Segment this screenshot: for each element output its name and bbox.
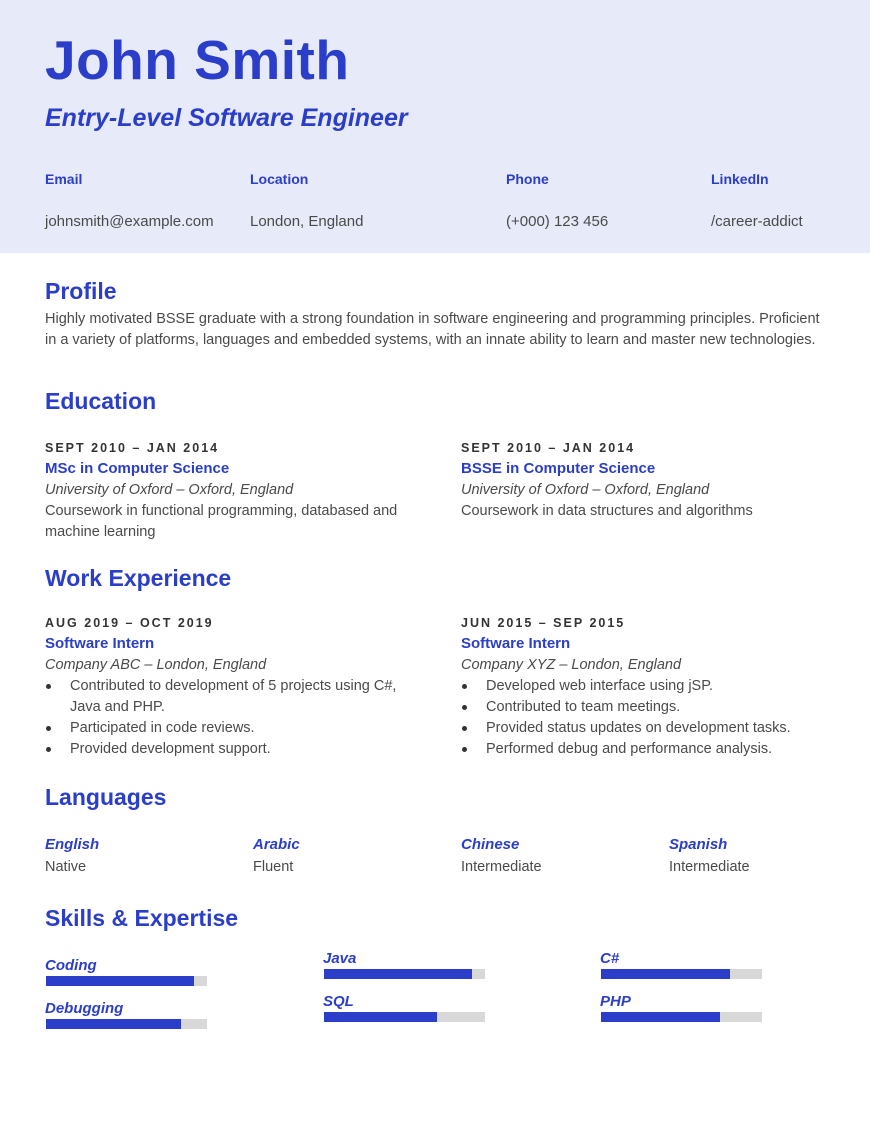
skill-level-fill (324, 1012, 437, 1022)
skill-level-fill (324, 969, 472, 979)
language-name: Spanish (669, 836, 728, 853)
coursework-text: Coursework in data structures and algorithms (461, 503, 753, 519)
company-name: Company XYZ – London, England (461, 657, 682, 673)
skill-level-bar (46, 1019, 207, 1029)
degree-title: BSSE in Computer Science (461, 460, 656, 477)
work-entry (45, 613, 415, 760)
header-banner (0, 0, 870, 253)
skill-name: Java (323, 950, 357, 967)
work-experience-heading: Work Experience (45, 565, 232, 591)
language-level: Intermediate (461, 859, 542, 875)
location-value: London, England (250, 213, 364, 230)
education-heading: Education (45, 388, 157, 414)
location-label: Location (250, 171, 309, 187)
school-name: University of Oxford – Oxford, England (461, 482, 710, 498)
skill-level-bar (601, 1012, 762, 1022)
list-item: Contributed to development of 5 projects using C#, Java and PHP. (45, 676, 415, 718)
language-item (669, 834, 859, 878)
language-item (461, 834, 651, 878)
coursework-text: Coursework in functional programming, databased and machine learning (45, 503, 398, 540)
company-name: Company ABC – London, England (45, 657, 267, 673)
skill-name: SQL (323, 993, 354, 1010)
list-item: Provided status updates on development tasks. (461, 718, 831, 739)
list-item: Contributed to team meetings. (461, 697, 831, 718)
work-date: JUN 2015 – SEP 2015 (461, 616, 626, 630)
skill-level-bar (46, 976, 207, 986)
skill-name: PHP (600, 993, 631, 1010)
school-name: University of Oxford – Oxford, England (45, 482, 294, 498)
education-entry (45, 438, 415, 543)
email-label: Email (45, 171, 83, 187)
skill-item (45, 999, 215, 1029)
profile-text: Highly motivated BSSE graduate with a strong foundation in software engineering and programming principles. Proficient in a variety of platforms, languages and embedded systems, with an innate ability to learn and master new technologies. (45, 311, 820, 348)
language-name: English (45, 836, 100, 853)
linkedin-value: /career-addict (711, 213, 803, 230)
language-level: Intermediate (669, 859, 750, 875)
skills-heading: Skills & Expertise (45, 905, 239, 931)
skill-level-fill (601, 969, 730, 979)
language-item (253, 834, 443, 878)
work-entry (461, 613, 831, 760)
work-date: AUG 2019 – OCT 2019 (45, 616, 214, 630)
language-level: Native (45, 859, 87, 875)
skill-item (600, 992, 770, 1022)
skill-item (600, 949, 770, 979)
phone-label: Phone (506, 171, 549, 187)
education-date: SEPT 2010 – JAN 2014 (45, 441, 220, 455)
languages-heading: Languages (45, 784, 167, 810)
degree-title: MSc in Computer Science (45, 460, 230, 477)
skill-level-fill (601, 1012, 720, 1022)
job-title: Entry-Level Software Engineer (45, 104, 408, 132)
skill-level-bar (601, 969, 762, 979)
position-title: Software Intern (461, 635, 571, 652)
linkedin-label: LinkedIn (711, 171, 769, 187)
language-name: Chinese (461, 836, 520, 853)
skill-name: Debugging (45, 1000, 124, 1017)
language-level: Fluent (253, 859, 294, 875)
skill-item (323, 949, 493, 979)
skill-name: Coding (45, 957, 97, 974)
skill-level-fill (46, 976, 194, 986)
skill-item (323, 992, 493, 1022)
responsibility-list (461, 676, 831, 760)
language-item (45, 834, 235, 878)
list-item: Developed web interface using jSP. (461, 676, 831, 697)
list-item: Performed debug and performance analysis. (461, 739, 831, 760)
skill-item (45, 956, 215, 986)
email-value: johnsmith@example.com (45, 213, 214, 230)
skill-level-bar (324, 1012, 485, 1022)
profile-heading: Profile (45, 278, 117, 304)
list-item: Provided development support. (45, 739, 415, 760)
education-entry (461, 438, 831, 522)
phone-value: (+000) 123 456 (506, 213, 609, 230)
position-title: Software Intern (45, 635, 155, 652)
skill-level-bar (324, 969, 485, 979)
education-date: SEPT 2010 – JAN 2014 (461, 441, 636, 455)
skill-name: C# (600, 950, 620, 967)
skill-level-fill (46, 1019, 181, 1029)
list-item: Participated in code reviews. (45, 718, 415, 739)
candidate-name: John Smith (45, 29, 350, 91)
responsibility-list (45, 676, 415, 760)
language-name: Arabic (253, 836, 300, 853)
